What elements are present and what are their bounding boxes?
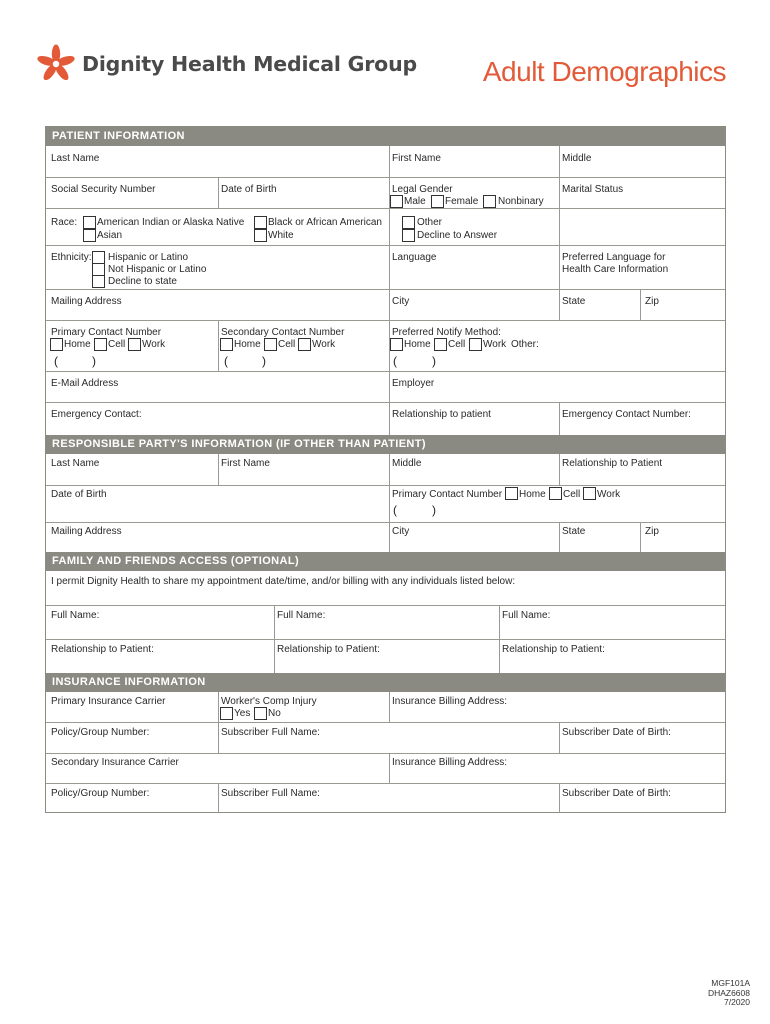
field-label-secondary-billing-address: Insurance Billing Address:: [392, 757, 508, 768]
gender-female-checkbox[interactable]: [431, 195, 444, 208]
area-code-close: ): [262, 354, 266, 368]
gender-nonbinary-checkbox[interactable]: [483, 195, 496, 208]
area-code-open: (: [54, 354, 58, 368]
field-label-rp-relationship: Relationship to Patient: [562, 458, 663, 469]
secondary-cell-label: Cell: [278, 339, 296, 350]
divider: [559, 402, 560, 439]
divider: [46, 402, 725, 403]
rp-cell-label: Cell: [563, 489, 581, 500]
divider: [640, 289, 641, 320]
divider: [559, 454, 560, 485]
divider: [274, 605, 275, 673]
field-label-zip: Zip: [645, 296, 659, 307]
field-label-emergency-number: Emergency Contact Number:: [562, 409, 691, 420]
field-label-rp-dob: Date of Birth: [51, 489, 107, 500]
field-label-middle: Middle: [562, 153, 592, 164]
divider: [559, 522, 560, 552]
divider: [389, 454, 390, 552]
primary-home-label: Home: [64, 339, 91, 350]
field-label-city: City: [392, 296, 410, 307]
rp-home-checkbox[interactable]: [505, 487, 518, 500]
section-header-responsible: RESPONSIBLE PARTY'S INFORMATION (IF OTHER THAN PATIENT): [46, 435, 725, 454]
divider: [218, 320, 219, 371]
section-header-insurance: INSURANCE INFORMATION: [46, 673, 725, 692]
field-label-subscriber-dob: Subscriber Date of Birth:: [562, 727, 671, 738]
race-decline-checkbox[interactable]: [402, 229, 415, 242]
rp-work-checkbox[interactable]: [583, 487, 596, 500]
secondary-home-checkbox[interactable]: [220, 338, 233, 351]
section-header-patient: PATIENT INFORMATION: [46, 127, 725, 146]
form-code: [708, 979, 750, 1008]
field-label-rp-zip: Zip: [645, 526, 659, 537]
divider: [46, 485, 725, 486]
field-label-secondary-policy-group: Policy/Group Number:: [51, 788, 150, 799]
field-label-first-name: First Name: [392, 153, 441, 164]
field-label-mailing-address: Mailing Address: [51, 296, 122, 307]
form-code-line-3: 7/2020: [724, 997, 750, 1007]
area-code-open: (: [393, 354, 397, 368]
ethnicity-not-hispanic-label: Not Hispanic or Latino: [108, 264, 207, 275]
divider: [218, 692, 219, 753]
divider: [46, 522, 725, 523]
field-label-rp-state: State: [562, 526, 586, 537]
ethnicity-decline-checkbox[interactable]: [92, 275, 105, 288]
race-white-checkbox[interactable]: [254, 229, 267, 242]
field-label-rp-primary-contact: Primary Contact Number: [392, 489, 503, 500]
field-label-race: Race:: [51, 217, 78, 228]
race-asian-label: Asian: [97, 230, 123, 241]
divider: [46, 605, 725, 606]
notify-home-checkbox[interactable]: [390, 338, 403, 351]
field-label-email: E-Mail Address: [51, 378, 119, 389]
field-label-marital-status: Marital Status: [562, 184, 624, 195]
rp-work-label: Work: [597, 489, 621, 500]
secondary-home-label: Home: [234, 339, 261, 350]
field-label-family-name-2: Full Name:: [277, 610, 326, 621]
secondary-work-checkbox[interactable]: [298, 338, 311, 351]
field-label-secondary-contact: Secondary Contact Number: [221, 327, 345, 338]
gender-male-label: Male: [404, 196, 426, 207]
brand-logo: [36, 44, 417, 84]
field-label-family-relationship-1: Relationship to Patient:: [51, 644, 154, 655]
workers-comp-no-label: No: [268, 708, 281, 719]
rp-cell-checkbox[interactable]: [549, 487, 562, 500]
field-label-rp-city: City: [392, 526, 410, 537]
gender-female-label: Female: [445, 196, 479, 207]
form-code-line-2: DHAZ6608: [707, 987, 750, 998]
notify-other-label: Other:: [511, 339, 539, 350]
rp-home-label: Home: [519, 489, 546, 500]
gender-nonbinary-label: Nonbinary: [498, 196, 544, 207]
field-label-secondary-subscriber-dob: Subscriber Date of Birth:: [562, 788, 671, 799]
ethnicity-hispanic-label: Hispanic or Latino: [108, 252, 189, 263]
field-label-dob: Date of Birth: [221, 184, 277, 195]
field-label-rp-mailing-address: Mailing Address: [51, 526, 122, 537]
notify-work-label: Work: [483, 339, 507, 350]
field-label-family-relationship-2: Relationship to Patient:: [277, 644, 380, 655]
race-black-checkbox[interactable]: [254, 216, 267, 229]
primary-work-checkbox[interactable]: [128, 338, 141, 351]
divider: [389, 692, 390, 722]
race-american-indian-checkbox[interactable]: [83, 216, 96, 229]
secondary-cell-checkbox[interactable]: [264, 338, 277, 351]
divider: [389, 753, 390, 783]
workers-comp-no-checkbox[interactable]: [254, 707, 267, 720]
workers-comp-yes-label: Yes: [234, 708, 251, 719]
divider: [218, 783, 219, 813]
divider: [46, 722, 725, 723]
field-label-primary-contact: Primary Contact Number: [51, 327, 162, 338]
field-label-last-name: Last Name: [51, 153, 100, 164]
divider: [640, 522, 641, 552]
race-american-indian-label: American Indian or Alaska Native: [97, 217, 245, 228]
field-label-language: Language: [392, 252, 437, 263]
primary-cell-checkbox[interactable]: [94, 338, 107, 351]
secondary-work-label: Work: [312, 339, 336, 350]
divider: [218, 454, 219, 485]
field-label-family-name-1: Full Name:: [51, 610, 100, 621]
field-label-legal-gender: Legal Gender: [392, 184, 453, 195]
divider: [46, 208, 725, 209]
divider: [218, 177, 219, 208]
field-label-notify-method: Preferred Notify Method:: [392, 327, 501, 338]
race-asian-checkbox[interactable]: [83, 229, 96, 242]
field-label-family-name-3: Full Name:: [502, 610, 551, 621]
divider: [46, 783, 725, 784]
document-title: Adult Demographics: [482, 56, 726, 87]
field-label-family-relationship-3: Relationship to Patient:: [502, 644, 605, 655]
field-label-primary-carrier: Primary Insurance Carrier: [51, 696, 166, 707]
divider: [559, 783, 560, 813]
field-label-rp-middle: Middle: [392, 458, 422, 469]
field-label-billing-address: Insurance Billing Address:: [392, 696, 508, 707]
area-code-close: ): [92, 354, 96, 368]
field-label-secondary-carrier: Secondary Insurance Carrier: [51, 757, 179, 768]
field-label-workers-comp: Worker's Comp Injury: [221, 696, 317, 707]
area-code-close: ): [432, 503, 436, 517]
field-label-secondary-subscriber-name: Subscriber Full Name:: [221, 788, 320, 799]
divider: [46, 320, 725, 321]
divider: [46, 289, 725, 290]
area-code-open: (: [393, 503, 397, 517]
divider: [559, 245, 560, 320]
field-label-preferred-language: Preferred Language for: [562, 252, 666, 263]
race-white-label: White: [268, 230, 294, 241]
field-label-relationship: Relationship to patient: [392, 409, 491, 420]
field-label-state: State: [562, 296, 586, 307]
area-code-open: (: [224, 354, 228, 368]
form-code-line-1: MGF101A: [711, 978, 750, 988]
field-label-rp-first-name: First Name: [221, 458, 270, 469]
area-code-close: ): [432, 354, 436, 368]
notify-cell-label: Cell: [448, 339, 466, 350]
field-label-employer: Employer: [392, 378, 435, 389]
dignity-star-icon: [36, 44, 76, 84]
divider: [46, 245, 725, 246]
workers-comp-yes-checkbox[interactable]: [220, 707, 233, 720]
race-other-checkbox[interactable]: [402, 216, 415, 229]
field-label-ethnicity: Ethnicity:: [51, 252, 92, 263]
demographics-form: [45, 126, 726, 813]
divider: [559, 146, 560, 245]
race-black-label: Black or African American: [268, 217, 382, 228]
divider: [46, 639, 725, 640]
field-label-ssn: Social Security Number: [51, 184, 156, 195]
field-label-subscriber-name: Subscriber Full Name:: [221, 727, 320, 738]
ethnicity-decline-label: Decline to state: [108, 276, 177, 287]
notify-work-checkbox[interactable]: [469, 338, 482, 351]
race-decline-label: Decline to Answer: [417, 230, 498, 241]
divider: [499, 605, 500, 673]
notify-home-label: Home: [404, 339, 431, 350]
notify-cell-checkbox[interactable]: [434, 338, 447, 351]
race-other-label: Other: [417, 217, 443, 228]
field-label-rp-last-name: Last Name: [51, 458, 100, 469]
brand-name: Dignity Health Medical Group: [82, 52, 417, 76]
primary-work-label: Work: [142, 339, 166, 350]
field-label-emergency-contact: Emergency Contact:: [51, 409, 142, 420]
field-label-preferred-language-2: Health Care Information: [562, 264, 669, 275]
field-label-policy-group: Policy/Group Number:: [51, 727, 150, 738]
family-permit-text: I permit Dignity Health to share my appointment date/time, and/or billing with any individuals listed below:: [51, 576, 516, 587]
primary-cell-label: Cell: [108, 339, 126, 350]
divider: [46, 753, 725, 754]
primary-home-checkbox[interactable]: [50, 338, 63, 351]
gender-male-checkbox[interactable]: [390, 195, 403, 208]
divider: [46, 177, 725, 178]
section-header-family: FAMILY AND FRIENDS ACCESS (OPTIONAL): [46, 552, 725, 571]
divider: [46, 371, 725, 372]
divider: [559, 722, 560, 753]
